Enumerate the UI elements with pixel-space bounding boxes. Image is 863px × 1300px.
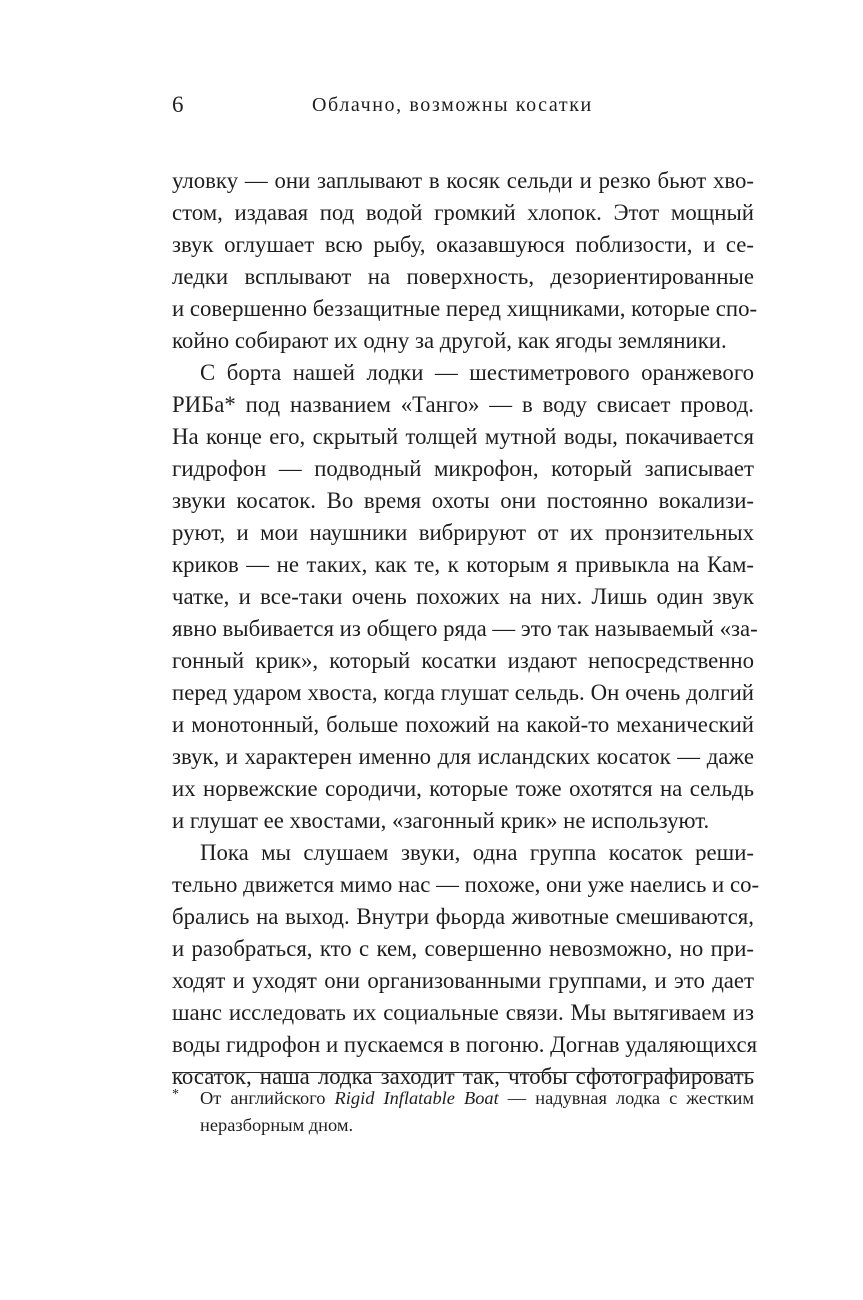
text-line: криков — не таких, как те, к которым я привыкла на Кам-: [172, 552, 754, 577]
text-line: гонный крик», который косатки издают непосредственно: [172, 648, 754, 673]
running-title: Облачно, возможны косатки: [312, 94, 593, 116]
text-line: брались на выход. Внутри фьорда животные смешиваются,: [172, 904, 754, 929]
running-header: [172, 88, 754, 122]
text-line: звук, и характерен именно для исландских косаток — даже: [172, 744, 754, 769]
text-line: ходят и уходят они организованными группами, и это дает: [172, 968, 754, 993]
text-line: звук оглушает всю рыбу, оказавшуюся поблизости, и се-: [172, 232, 754, 257]
text-line: звуки косаток. Во время охоты они постоянно вокализи-: [172, 488, 754, 513]
text-line: Пока мы слушаем звуки, одна группа косаток реши-: [200, 840, 754, 865]
text-line: гидрофон — подводный микрофон, который записывает: [172, 456, 754, 481]
text-line: уловку — они заплывают в косяк сельди и резко бьют хво-: [172, 168, 754, 193]
footnote-prefix: От английского: [200, 1088, 335, 1108]
footnote-text: [200, 1085, 754, 1139]
body-text: [172, 165, 760, 1093]
footnote-marker: *: [172, 1087, 179, 1102]
text-line: койно собирают их одну за другой, как ягоды земляники.: [172, 328, 727, 353]
text-line: стом, издавая под водой громкий хлопок. Этот мощный: [172, 200, 754, 225]
text-line: руют, и мои наушники вибрируют от их пронзительных: [172, 520, 754, 545]
text-line: тельно движется мимо нас — похоже, они уже наелись и со-: [172, 872, 760, 897]
footnote-suffix: — надувная лодка с жестким: [498, 1088, 754, 1108]
footnote-divider: [172, 1072, 754, 1073]
text-line: косаток, наша лодка заходит так, чтобы сфотографировать: [172, 1064, 754, 1089]
footnote-line: [200, 1085, 754, 1112]
text-line: ледки всплывают на поверхность, дезориентированные: [172, 264, 754, 289]
footnote-line: неразборным дном.: [200, 1115, 354, 1135]
text-line: и глушат ее хвостами, «загонный крик» не используют.: [172, 808, 710, 833]
text-line: чатке, и все-таки очень похожих на них. Лишь один звук: [172, 584, 754, 609]
page-number: 6: [172, 92, 184, 117]
text-line: их норвежские сородичи, которые тоже охотятся на сельдь: [172, 776, 754, 801]
text-line: воды гидрофон и пускаемся в погоню. Догнав удаляющихся: [172, 1032, 758, 1057]
text-line: С борта нашей лодки — шестиметрового оранжевого: [200, 360, 754, 385]
text-line: На конце его, скрытый толщей мутной воды, покачивается: [172, 424, 754, 449]
text-line: РИБа* под названием «Танго» — в воду свисает провод.: [172, 392, 754, 417]
text-line: явно выбивается из общего ряда — это так называемый «за-: [172, 616, 758, 641]
footnote-italic-term: Rigid Inflatable Boat: [334, 1088, 499, 1108]
text-line: перед ударом хвоста, когда глушат сельдь. Он очень долгий: [172, 680, 754, 705]
text-line: и совершенно беззащитные перед хищниками, которые спо-: [172, 296, 758, 321]
text-line: шанс исследовать их социальные связи. Мы вытягиваем из: [172, 1000, 754, 1025]
text-line: и монотонный, больше похожий на какой-то механический: [172, 712, 754, 737]
text-line: и разобраться, кто с кем, совершенно невозможно, но при-: [172, 936, 754, 961]
